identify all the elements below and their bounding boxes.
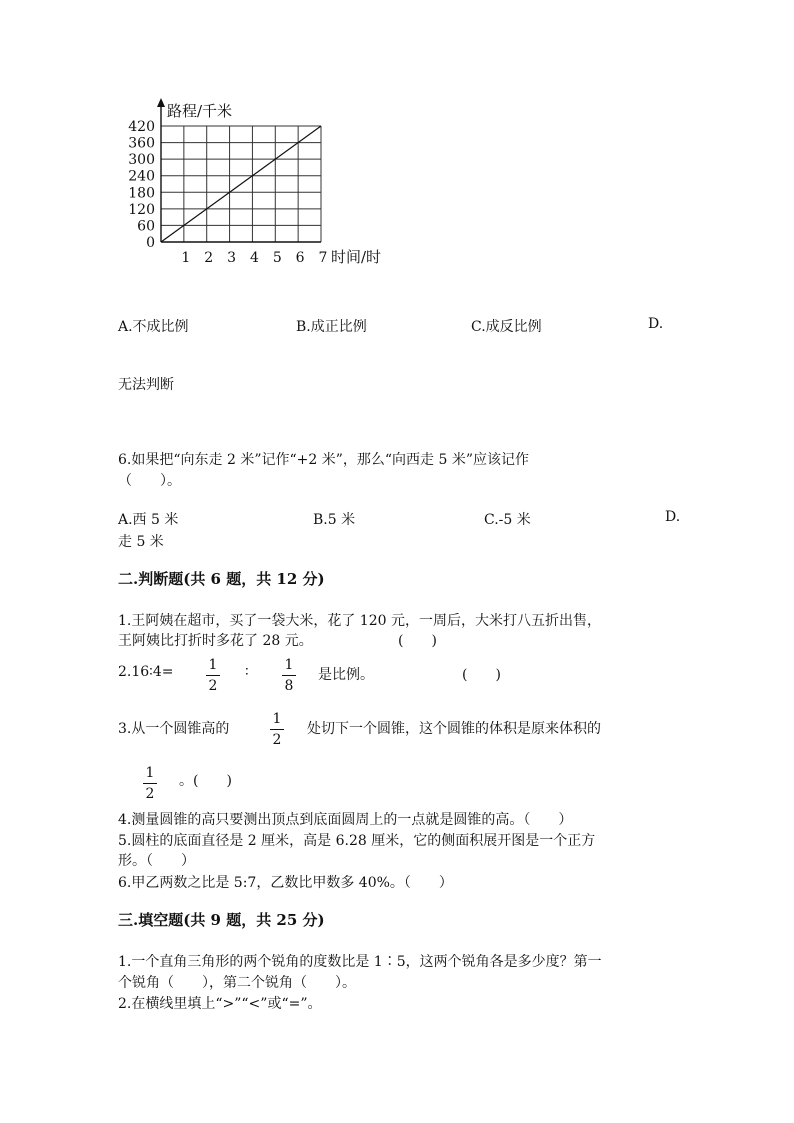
s2-q3-end: 。( ) <box>179 773 232 789</box>
q6-option-d: D. <box>665 509 681 525</box>
y-tick-label: 0 <box>146 235 155 251</box>
s2-q6: 6.甲乙两数之比是 5:7，乙数比甲数多 40%。（ ） <box>118 875 453 891</box>
x-tick-label: 7 <box>318 250 328 266</box>
fraction-denominator: 2 <box>208 678 218 694</box>
s2-q3-fraction <box>267 712 287 747</box>
s3-q2: 2.在横线里填上“>”“<”或“=”。 <box>118 996 322 1012</box>
chart-series <box>161 126 321 242</box>
s2-q3-suffix: 处切下一个圆锥，这个圆锥的体积是原来体积的 <box>307 721 601 737</box>
y-axis-label: 路程/千米 <box>167 102 233 120</box>
x-tick-label: 2 <box>204 250 214 266</box>
q6-stem-line1: 6.如果把“向东走 2 米”记作“+2 米”，那么“向西走 5 米”应该记作 <box>118 452 530 468</box>
s2-q5-line1: 5.圆柱的底面直径是 2 厘米，高是 6.28 厘米，它的侧面积展开图是一个正方 <box>118 833 596 849</box>
y-axis-arrow <box>157 98 165 107</box>
y-tick-label: 180 <box>128 185 155 202</box>
s2-q2-answer-paren: ( ) <box>462 667 501 683</box>
y-tick-label: 120 <box>128 201 155 218</box>
y-tick-label: 420 <box>128 119 155 135</box>
s2-q2-fraction-1 <box>203 658 223 693</box>
s2-q2-fraction-2 <box>279 658 299 693</box>
s2-q1-line1: 1.王阿姨在超市，买了一袋大米，花了 120 元，一周后，大米打八五折出售， <box>118 613 601 629</box>
y-tick-label: 360 <box>128 135 155 152</box>
q5-option-a: A.不成比例 <box>118 319 189 335</box>
fraction-numerator: 1 <box>208 657 218 673</box>
q5-option-d: D. <box>648 316 664 332</box>
x-axis-label: 时间/时 <box>331 248 382 266</box>
fraction-numerator: 1 <box>284 657 294 673</box>
s3-q1-line2: 个锐角（ ），第二个锐角（ ）。 <box>118 975 356 991</box>
y-tick-label: 240 <box>128 168 155 185</box>
s3-q1-line1: 1.一个直角三角形的两个锐角的度数比是 1∶5，这两个锐角各是多少度？第一 <box>118 954 602 970</box>
x-tick-label: 5 <box>272 250 282 266</box>
fraction-denominator: 2 <box>272 732 282 748</box>
x-tick-label: 6 <box>295 250 305 266</box>
q6-option-c: C.-5 米 <box>484 512 531 528</box>
s2-q3-prefix: 3.从一个圆锥高的 <box>118 721 230 737</box>
s2-q1-line2: 王阿姨比打折时多花了 28 元。 <box>118 633 313 649</box>
fraction-numerator: 1 <box>145 765 155 781</box>
q5-option-c: C.成反比例 <box>471 319 542 335</box>
x-tick-label: 1 <box>181 250 191 266</box>
q5-option-b: B.成正比例 <box>296 319 367 335</box>
section3-heading: 三.填空题(共 9 题，共 25 分) <box>118 911 325 929</box>
series-line <box>161 126 321 242</box>
q6-stem-line2: （ ）。 <box>118 473 181 489</box>
s2-q2-prefix: 2.16∶4= <box>118 664 174 680</box>
s2-q3-fraction-2 <box>140 766 160 801</box>
s2-q2-suffix: 是比例。 <box>318 667 374 683</box>
q6-option-a: A.西 5 米 <box>118 512 179 528</box>
fraction-denominator: 2 <box>145 786 155 802</box>
s2-q4: 4.测量圆锥的高只要测出顶点到底面圆周上的一点就是圆锥的高。（ ） <box>118 812 573 828</box>
s2-q1-answer-paren: ( ) <box>398 633 437 649</box>
q6-option-d-text: 走 5 米 <box>118 534 164 550</box>
fraction-denominator: 8 <box>284 678 294 694</box>
q5-option-d-text: 无法判断 <box>118 377 174 393</box>
s2-q5-line2: 形。（ ） <box>118 853 195 869</box>
x-tick-label: 4 <box>249 250 259 266</box>
y-tick-label: 60 <box>137 218 155 235</box>
distance-time-chart <box>0 0 794 290</box>
s2-q2-colon: ∶ <box>245 664 249 680</box>
y-tick-label: 300 <box>128 152 155 169</box>
x-tick-label: 3 <box>227 250 237 266</box>
fraction-numerator: 1 <box>272 711 282 727</box>
section2-heading: 二.判断题(共 6 题，共 12 分) <box>118 570 325 588</box>
q6-option-b: B.5 米 <box>313 512 356 528</box>
